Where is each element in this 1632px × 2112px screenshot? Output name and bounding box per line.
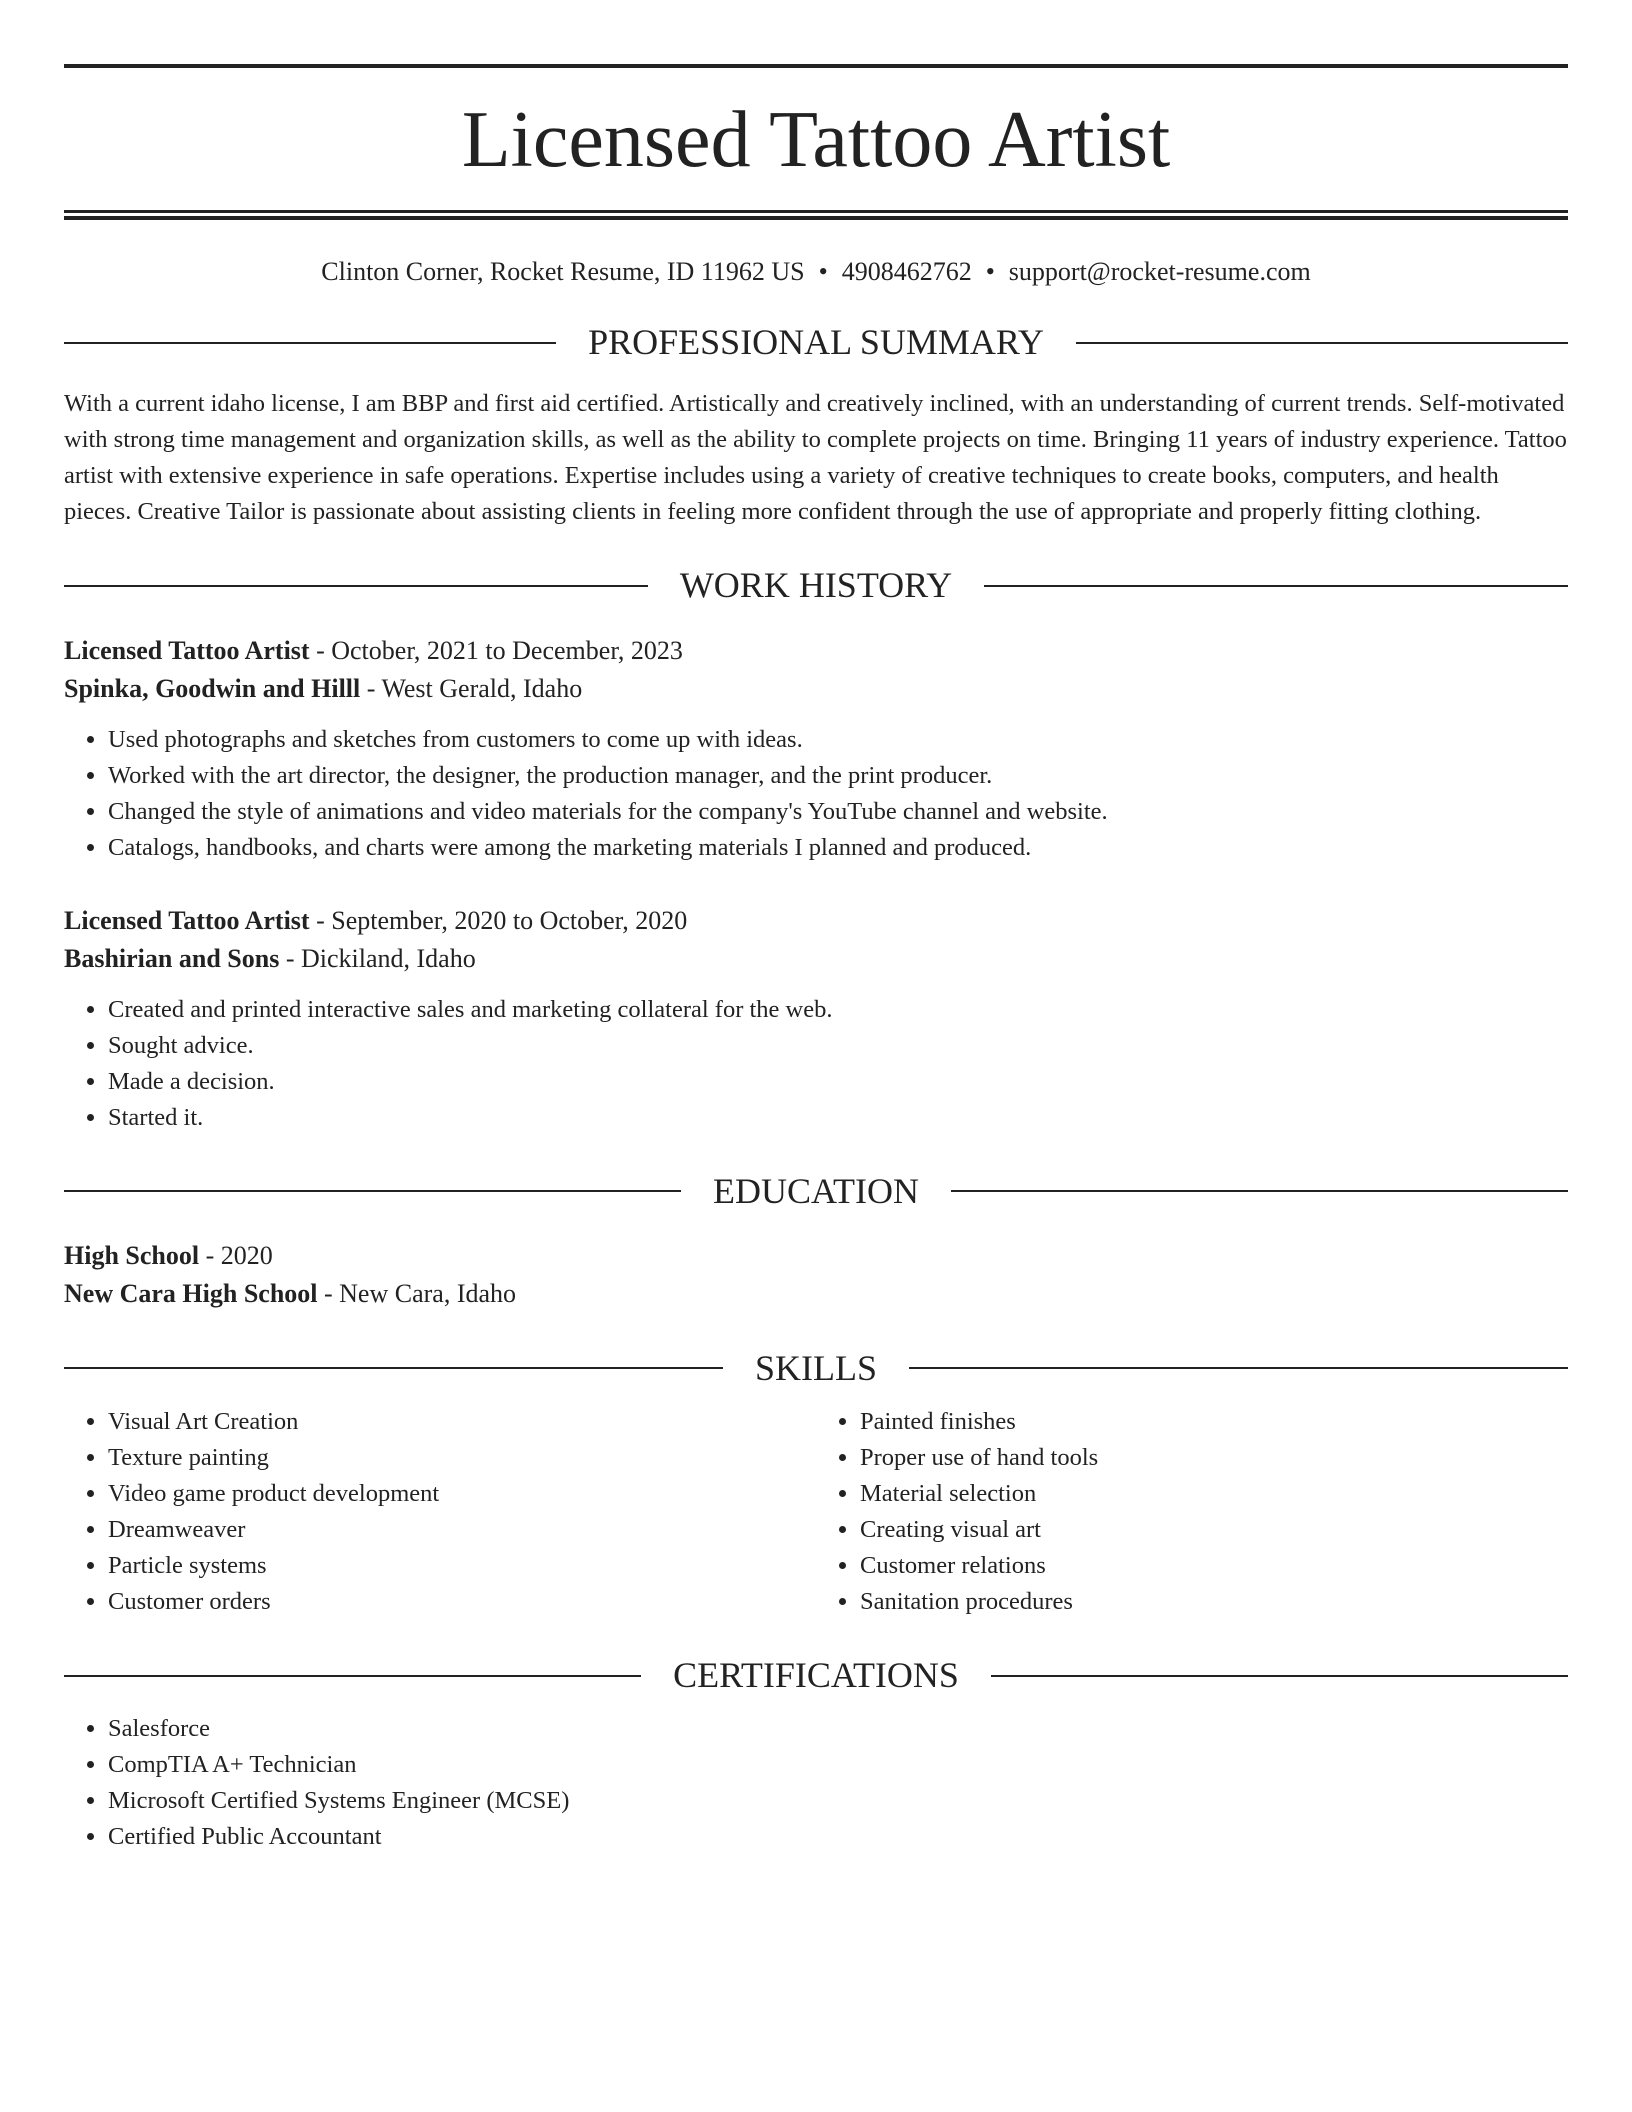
education-degree: High School — [64, 1240, 200, 1270]
list-item: • Certified Public Accountant — [108, 1819, 1568, 1855]
heading-rule — [909, 1367, 1568, 1369]
list-item: • Made a decision. — [108, 1064, 1568, 1100]
heading-rule — [64, 1367, 723, 1369]
heading-rule — [64, 1675, 641, 1677]
certifications-list — [64, 1711, 1568, 1855]
job-title: Licensed Tattoo Artist — [64, 905, 310, 935]
job-bullets — [64, 722, 1568, 866]
contact-email: support@rocket-resume.com — [1008, 257, 1311, 286]
job-entry — [64, 902, 1568, 1136]
section-title: CERTIFICATIONS — [673, 1654, 959, 1695]
heading-rule — [64, 585, 648, 587]
job-company: Bashirian and Sons — [64, 943, 280, 973]
section-heading-skills — [64, 1347, 1568, 1390]
education-year: - 2020 — [199, 1240, 273, 1270]
list-item: • Catalogs, handbooks, and charts were among the marketing materials I planned and produced. — [108, 830, 1568, 866]
title-double-rule — [64, 210, 1568, 220]
section-heading-certifications — [64, 1654, 1568, 1697]
heading-rule — [64, 1190, 681, 1192]
heading-rule — [991, 1675, 1568, 1677]
job-company-line — [64, 670, 1568, 708]
resume-title: Licensed Tattoo Artist — [461, 96, 1171, 184]
education-entry — [64, 1237, 1568, 1313]
list-item: • Sought advice. — [108, 1028, 1568, 1064]
section-heading-summary — [64, 321, 1568, 364]
section-title: SKILLS — [755, 1347, 878, 1388]
job-dates: - October, 2021 to December, 2023 — [309, 635, 683, 665]
list-item: • Customer orders — [108, 1584, 816, 1620]
list-item: • Used photographs and sketches from customers to come up with ideas. — [108, 722, 1568, 758]
contact-separator: • — [818, 257, 828, 286]
list-item: • CompTIA A+ Technician — [108, 1747, 1568, 1783]
job-location: - West Gerald, Idaho — [360, 673, 583, 703]
list-item: • Started it. — [108, 1100, 1568, 1136]
list-item: • Customer relations — [860, 1548, 1568, 1584]
skills-list-left — [64, 1404, 816, 1620]
top-rule — [64, 64, 1568, 68]
list-item: • Video game product development — [108, 1476, 816, 1512]
list-item: • Created and printed interactive sales and marketing collateral for the web. — [108, 992, 1568, 1028]
list-item: • Salesforce — [108, 1711, 1568, 1747]
skills-list-right — [816, 1404, 1568, 1620]
heading-rule — [1076, 342, 1568, 344]
education-location: - New Cara, Idaho — [317, 1278, 517, 1308]
list-item: • Visual Art Creation — [108, 1404, 816, 1440]
job-dates: - September, 2020 to October, 2020 — [309, 905, 688, 935]
section-title: EDUCATION — [713, 1170, 919, 1211]
job-title-line — [64, 902, 1568, 940]
education-degree-line — [64, 1237, 1568, 1275]
job-entry — [64, 632, 1568, 866]
list-item: • Microsoft Certified Systems Engineer (MCSE) — [108, 1783, 1568, 1819]
list-item: • Proper use of hand tools — [860, 1440, 1568, 1476]
heading-rule — [64, 342, 556, 344]
job-title: Licensed Tattoo Artist — [64, 635, 310, 665]
list-item: • Material selection — [860, 1476, 1568, 1512]
list-item: • Worked with the art director, the designer, the production manager, and the print producer. — [108, 758, 1568, 794]
heading-rule — [984, 585, 1568, 587]
list-item: • Creating visual art — [860, 1512, 1568, 1548]
contact-phone: 4908462762 — [841, 257, 972, 286]
contact-address: Clinton Corner, Rocket Resume, ID 11962 US — [321, 257, 805, 286]
section-heading-education — [64, 1170, 1568, 1213]
section-title: WORK HISTORY — [679, 565, 953, 606]
skills-grid — [64, 1404, 1568, 1620]
list-item: • Texture painting — [108, 1440, 816, 1476]
summary-text: With a current idaho license, I am BBP and first aid certified. Artistically and creatively inclined, with an understanding of current trends. Self-motivated with strong time management and organization skills, as well as the ability to complete projects on time. Bringing 11 years of industry experience. Tattoo artist with extensive experience in safe operations. Expertise includes using a variety of creative techniques to create books, computers, and health pieces. Creative Tailor is passionate about assisting clients in feeling more confident through the use of appropriate and properly fitting clothing. — [64, 390, 1567, 526]
section-heading-work — [64, 564, 1568, 607]
job-bullets — [64, 992, 1568, 1136]
job-title-line — [64, 632, 1568, 670]
list-item: • Sanitation procedures — [860, 1584, 1568, 1620]
contact-separator: • — [985, 257, 995, 286]
list-item: • Particle systems — [108, 1548, 816, 1584]
job-location: - Dickiland, Idaho — [279, 943, 476, 973]
list-item: • Dreamweaver — [108, 1512, 816, 1548]
section-title: PROFESSIONAL SUMMARY — [588, 322, 1044, 363]
list-item: • Changed the style of animations and video materials for the company's YouTube channel and website. — [108, 794, 1568, 830]
heading-rule — [951, 1190, 1568, 1192]
list-item: • Painted finishes — [860, 1404, 1568, 1440]
job-company: Spinka, Goodwin and Hilll — [64, 673, 361, 703]
education-school: New Cara High School — [64, 1278, 318, 1308]
job-company-line — [64, 940, 1568, 978]
contact-line — [64, 256, 1568, 287]
education-school-line — [64, 1275, 1568, 1313]
